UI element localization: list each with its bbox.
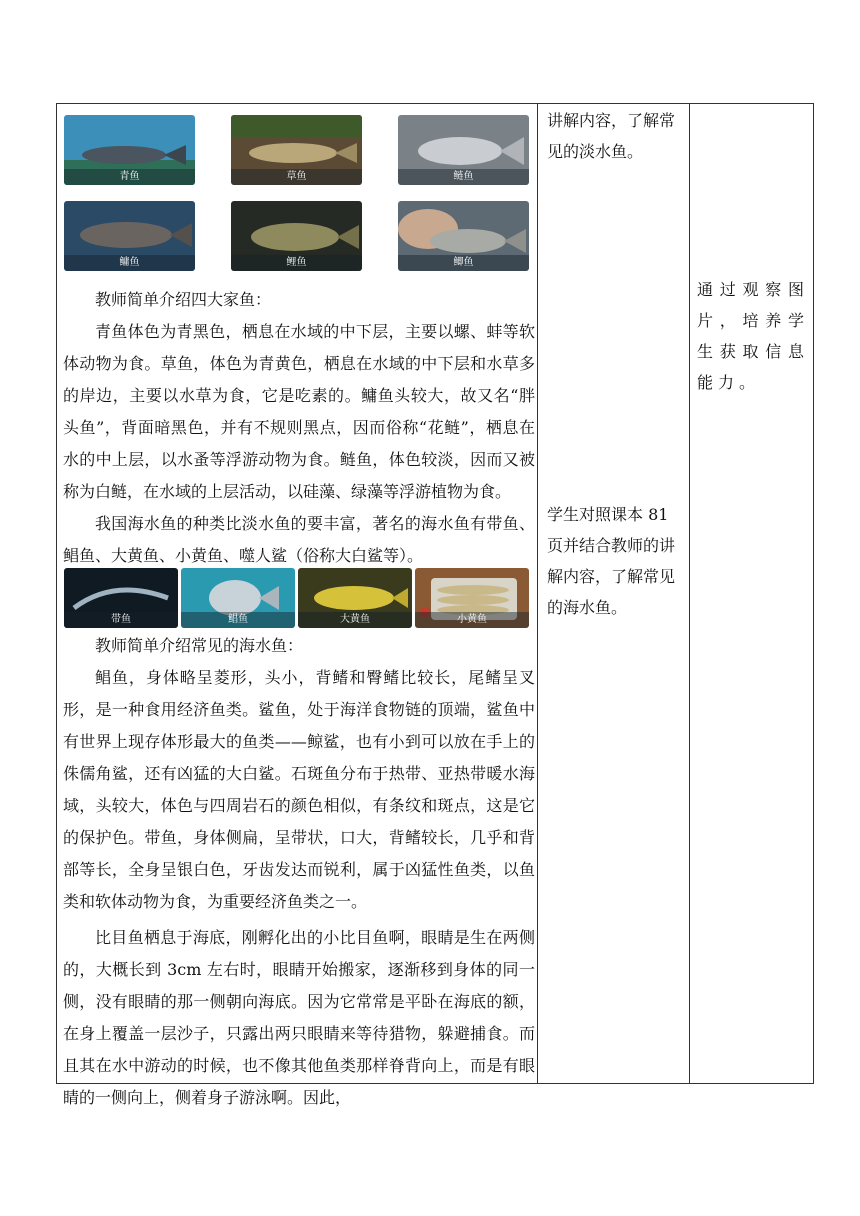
photo-caption: 鳙鱼 xyxy=(64,255,195,271)
photo-caption: 带鱼 xyxy=(64,612,178,628)
fish-photo-daiyu xyxy=(64,568,178,628)
column-divider xyxy=(689,104,690,1083)
paragraph: 教师简单介绍常见的海水鱼： xyxy=(95,636,304,655)
photo-caption: 鲫鱼 xyxy=(398,255,529,271)
fish-photo-liyu xyxy=(231,201,362,271)
freshwater-text xyxy=(63,284,535,572)
paragraph: 青鱼体色为青黑色，栖息在水域的中下层，主要以螺、蚌等软体动物为食。草鱼，体色为青黄色，栖息在水域的中下层和水草多的岸边，主要以水草为食，它是吃素的。鳙鱼头较大，故又名“胖头鱼”，背面暗黑色，并有不规则黑点，因而俗称“花鲢”，栖息在水的中上层，以水蚤等浮游动物为食。鲢鱼，体色较淡，因而又被称为白鲢，在水域的上层活动，以硅藻、绿藻等浮游植物为食。 xyxy=(63,322,535,501)
column-divider xyxy=(537,104,538,1083)
photo-caption: 草鱼 xyxy=(231,169,362,185)
fish-photo-yongyu xyxy=(64,201,195,271)
fish-photo-jiyu xyxy=(398,201,529,271)
lesson-table xyxy=(56,103,814,1107)
paragraph: 教师简单介绍四大家鱼： xyxy=(95,290,272,309)
paragraph: 比目鱼栖息于海底，刚孵化出的小比目鱼啊，眼睛是生在两侧的，大概长到 3cm 左右时，眼睛开始搬家，逐渐移到身体的同一侧，没有眼睛的那一侧朝向海底。因为它常常是平卧在海底的额，在身上覆盖一层沙子，只露出两只眼睛来等待猎物，躲避捕食。而且其在水中游动的时候，也不像其他鱼类那样脊背向上，而是有眼睛的一侧向上，侧着身子游泳啊。因此， xyxy=(63,928,535,1107)
fish-photo-caoyu xyxy=(231,115,362,185)
fish-photo-lianyu xyxy=(398,115,529,185)
photo-caption: 鲳鱼 xyxy=(181,612,295,628)
photo-caption: 鲤鱼 xyxy=(231,255,362,271)
fish-photo-qingyu xyxy=(64,115,195,185)
student-activity-note-2: 学生对照课本 81 页并结合教师的讲解内容，了解常见的海水鱼。 xyxy=(547,505,676,617)
paragraph: 我国海水鱼的种类比淡水鱼的要丰富，著名的海水鱼有带鱼、鲳鱼、大黄鱼、小黄鱼、噬人鲨（俗称大白鲨等）。 xyxy=(63,514,535,565)
paragraph: 鲳鱼，身体略呈菱形，头小，背鳍和臀鳍比较长，尾鳍呈叉形，是一种食用经济鱼类。鲨鱼，处于海洋食物链的顶端，鲨鱼中有世界上现存体形最大的鱼类——鲸鲨，也有小到可以放在手上的侏儒角鲨，还有凶猛的大白鲨。石斑鱼分布于热带、亚热带暖水海域，头较大，体色与四周岩石的颜色相似，有条纹和斑点，这是它的保护色。带鱼，身体侧扁，呈带状，口大，背鳍较长，几乎和背部等长，全身呈银白色，牙齿发达而锐利，属于凶猛性鱼类，以鱼类和软体动物为食，为重要经济鱼类之一。 xyxy=(63,668,535,911)
saltwater-text xyxy=(63,630,535,1114)
fish-photo-dahuangyu xyxy=(298,568,412,628)
photo-caption: 鲢鱼 xyxy=(398,169,529,185)
student-activity-note-1: 讲解内容，了解常见的淡水鱼。 xyxy=(547,111,676,161)
photo-caption: 大黄鱼 xyxy=(298,612,412,628)
design-intent-note: 通过观察图片，培养学生获取信息能力。 xyxy=(697,280,809,392)
fish-photo-changyu xyxy=(181,568,295,628)
photo-caption: 青鱼 xyxy=(64,169,195,185)
photo-caption: 小黄鱼 xyxy=(415,612,529,628)
fish-photo-xiaohuangyu xyxy=(415,568,529,628)
